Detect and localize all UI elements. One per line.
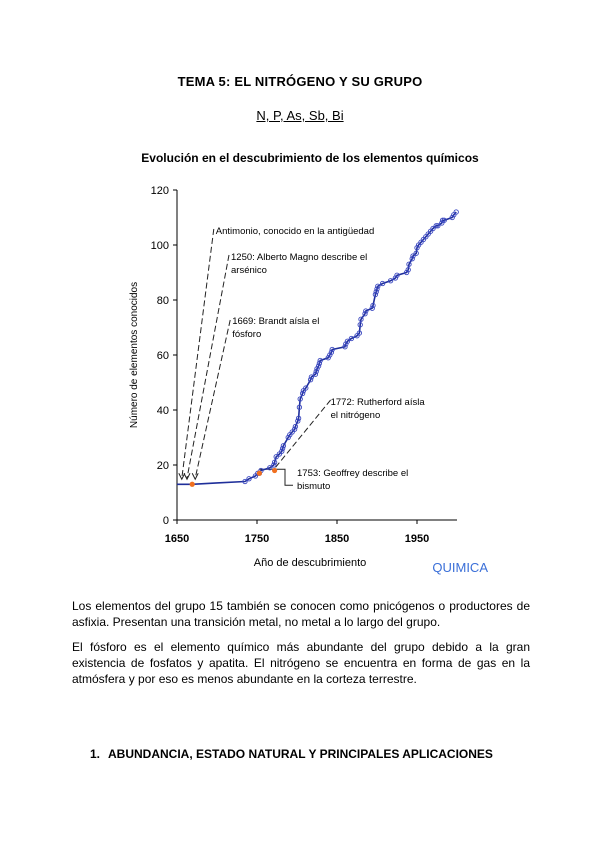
- page-subtitle: N, P, As, Sb, Bi: [256, 108, 344, 123]
- page-title: TEMA 5: EL NITRÓGENO Y SU GRUPO: [177, 74, 423, 89]
- annotation-text: arsénico: [231, 265, 267, 276]
- annotation-text: bismuto: [297, 481, 331, 492]
- x-tick-label: 1850: [324, 533, 350, 545]
- annotation-text: 1772: Rutherford aísla: [330, 397, 425, 408]
- y-tick-label: 120: [150, 185, 169, 197]
- paragraph-abundance: El fósforo es el elemento químico más abundante del grupo debido a la gran existencia de fosfatos y apatita. El nitrógeno se encuentra en forma de gas en la atmósfera y por eso es menos abundante en la corteza terrestre.: [72, 640, 530, 686]
- annotation-text: Antimonio, conocido en la antigüedad: [215, 226, 375, 237]
- y-tick-label: 40: [156, 405, 169, 417]
- y-tick-label: 80: [156, 295, 169, 307]
- annotation-arrowhead: [192, 473, 198, 479]
- section-number: 1.: [90, 747, 101, 761]
- chart-title: Evolución en el descubrimiento de los elementos químicos: [141, 151, 479, 165]
- annotation-text: 1250: Alberto Magno describe el: [231, 252, 368, 263]
- x-tick-label: 1950: [404, 533, 430, 545]
- section-heading: [90, 747, 493, 761]
- discovery-chart: [110, 142, 510, 582]
- annotation-leader: [182, 229, 214, 478]
- x-axis-label: Año de descubrimiento: [253, 557, 367, 569]
- x-tick-label: 1650: [164, 533, 190, 545]
- highlight-point: [257, 471, 262, 476]
- annotation-leader: [275, 400, 331, 469]
- annotation-leader: [187, 255, 229, 478]
- paragraph-intro: Los elementos del grupo 15 también se conocen como pnicógenos o productores de asfixia. Presentan una transición metal, no metal a lo largo del grupo.: [72, 599, 530, 629]
- annotation-text: el nitrógeno: [330, 410, 381, 421]
- y-axis-label: Número de elementos conocidos: [129, 281, 140, 429]
- y-tick-label: 20: [156, 460, 169, 472]
- annotation-text: 1669: Brandt aísla el: [232, 316, 320, 327]
- highlight-point: [190, 482, 195, 487]
- y-tick-label: 0: [162, 515, 169, 527]
- watermark-text: QUIMICA: [432, 560, 488, 575]
- annotation-text: fósforo: [232, 329, 262, 340]
- y-tick-label: 100: [150, 240, 169, 252]
- section-title: ABUNDANCIA, ESTADO NATURAL Y PRINCIPALES APLICACIONES: [108, 747, 493, 761]
- highlight-point: [272, 468, 277, 473]
- x-tick-label: 1750: [244, 533, 270, 545]
- y-tick-label: 60: [156, 350, 169, 362]
- annotation-text: 1753: Geoffrey describe el: [297, 468, 409, 479]
